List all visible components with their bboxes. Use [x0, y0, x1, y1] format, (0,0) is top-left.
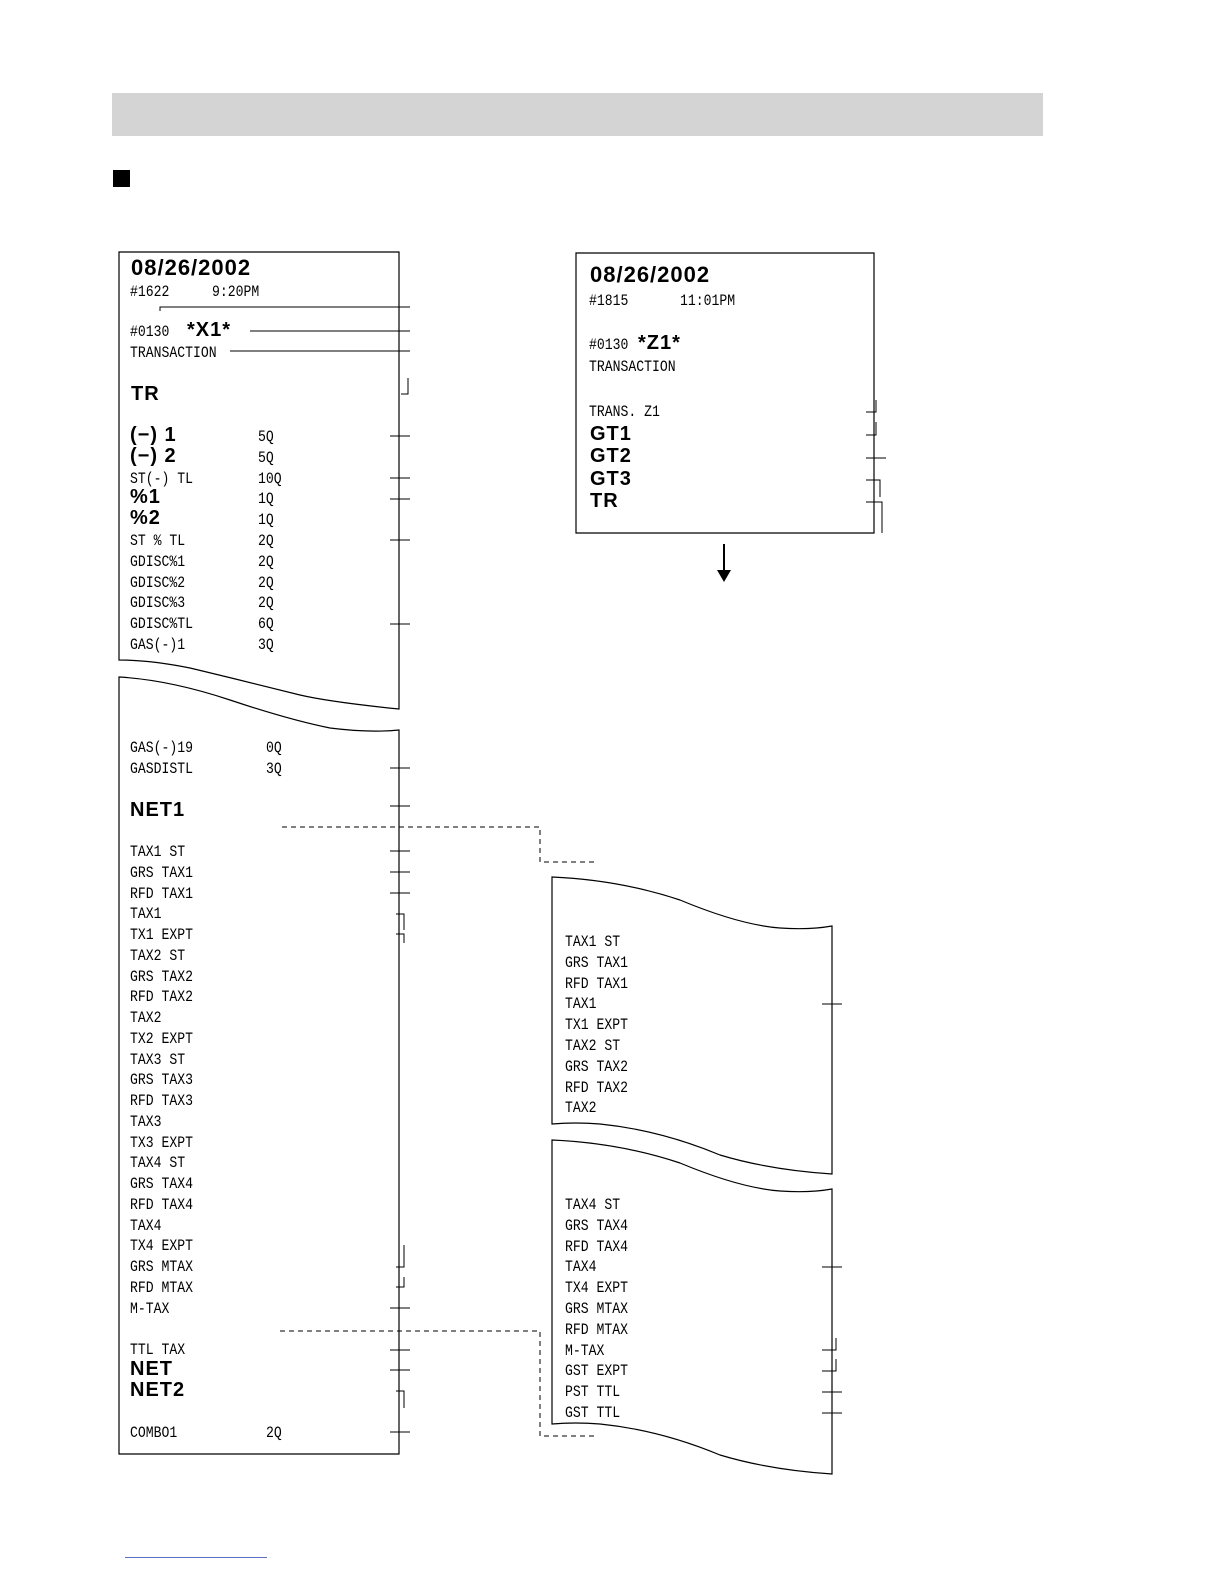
- z-tax-a-row-label: RFD TAX1: [565, 975, 628, 993]
- x-date: 08/26/2002: [131, 255, 252, 280]
- x-tax-row-label: GRS TAX3: [130, 1071, 193, 1089]
- x-tax-row-label: TAX4: [130, 1217, 162, 1235]
- x-row-label: GDISC%3: [130, 594, 186, 612]
- x-row-label: GDISC%1: [130, 553, 186, 571]
- x-row-qty: 3Q: [258, 636, 274, 654]
- z-tax-a-row-label: TAX1: [565, 995, 597, 1013]
- x-tax-row-label: GRS MTAX: [130, 1258, 193, 1276]
- x-row-label: (−) 2: [130, 445, 177, 467]
- x-tax-row-label: GRS TAX4: [130, 1175, 193, 1193]
- x-tax-row-label: TAX3 ST: [130, 1051, 186, 1069]
- x-combo-label: COMBO1: [130, 1424, 178, 1442]
- x-combo-qty: 2Q: [266, 1424, 282, 1442]
- z-tax-a-row-label: TX1 EXPT: [565, 1016, 628, 1034]
- z-trans-label: TRANS. Z1: [589, 403, 660, 421]
- x-time: 9:20PM: [212, 283, 260, 301]
- x-row-label: GDISC%TL: [130, 615, 193, 633]
- x-row-qty: 2Q: [258, 532, 274, 550]
- x-row-qty: 10Q: [258, 470, 282, 488]
- x-title-number: #0130: [130, 323, 170, 341]
- x-row-qty: 3Q: [266, 760, 282, 778]
- z-tax-b-row-label: TAX4 ST: [565, 1196, 621, 1214]
- x-tax-row-label: RFD MTAX: [130, 1279, 193, 1297]
- x-tax-row-label: RFD TAX2: [130, 988, 193, 1006]
- down-arrow-icon: [717, 544, 731, 582]
- z-gt-row-label: TR: [590, 490, 619, 512]
- x-row-qty: 1Q: [258, 490, 274, 508]
- x-leader-lines: [160, 307, 410, 1432]
- z-date: 08/26/2002: [590, 262, 711, 287]
- x-tax-row-label: TAX4 ST: [130, 1154, 186, 1172]
- x-row-label: GASDISTL: [130, 760, 193, 778]
- x-row-qty: 2Q: [258, 594, 274, 612]
- x-row-qty: 5Q: [258, 428, 274, 446]
- x-row-label: GAS(-)1: [130, 636, 186, 654]
- x-row-label: %1: [130, 486, 161, 508]
- x-row-qty: 0Q: [266, 739, 282, 757]
- z-tax-b-row-label: GRS TAX4: [565, 1217, 628, 1235]
- z-title-type: TRANSACTION: [589, 358, 676, 376]
- x-tax-row-label: TAX1 ST: [130, 843, 186, 861]
- dashed-connectors: [280, 827, 598, 1436]
- z-tax-b-row-label: TX4 EXPT: [565, 1279, 628, 1297]
- x-consec: #1622: [130, 283, 170, 301]
- z-gt-row-label: GT1: [590, 423, 632, 445]
- z-tax-b-row-label: GRS MTAX: [565, 1300, 628, 1318]
- z-tax-b-row-label: RFD MTAX: [565, 1321, 628, 1339]
- x-tax-row-label: GRS TAX2: [130, 968, 193, 986]
- x-row-qty: 1Q: [258, 511, 274, 529]
- x-row-qty: 2Q: [258, 574, 274, 592]
- x-row-label: ST % TL: [130, 532, 186, 550]
- z-tax-a-row-label: TAX2 ST: [565, 1037, 621, 1055]
- x-tax-row-label: TX1 EXPT: [130, 926, 193, 944]
- z-tax-a-row-label: GRS TAX2: [565, 1058, 628, 1076]
- z-gt-row-label: GT3: [590, 468, 632, 490]
- x-row-label: (−) 1: [130, 424, 177, 446]
- x-row-label: ST(-) TL: [130, 470, 193, 488]
- z-tax-b-row-label: RFD TAX4: [565, 1238, 628, 1256]
- x-total-row-label: NET: [130, 1358, 173, 1380]
- x-tr-label: TR: [131, 383, 160, 405]
- z-tax-a-row-label: TAX2: [565, 1099, 597, 1117]
- x-tax-row-label: TAX2: [130, 1009, 162, 1027]
- z-tax-a-row-label: TAX1 ST: [565, 933, 621, 951]
- z-tax-a-row-label: GRS TAX1: [565, 954, 628, 972]
- z-time: 11:01PM: [680, 292, 736, 310]
- x-row-qty: 2Q: [258, 553, 274, 571]
- x-tax-row-label: TAX1: [130, 905, 162, 923]
- x-row-qty: 5Q: [258, 449, 274, 467]
- x-net1-label: NET1: [130, 799, 186, 821]
- z-tax-b-row-label: PST TTL: [565, 1383, 621, 1401]
- z-tax-b-row-label: TAX4: [565, 1258, 597, 1276]
- x-tax-row-label: TX2 EXPT: [130, 1030, 193, 1048]
- x-tax-row-label: TX3 EXPT: [130, 1134, 193, 1152]
- x-tax-row-label: M-TAX: [130, 1300, 170, 1318]
- x-tax-row-label: TAX3: [130, 1113, 162, 1131]
- x-tax-row-label: RFD TAX3: [130, 1092, 193, 1110]
- x-tax-row-label: TX4 EXPT: [130, 1237, 193, 1255]
- x-row-label: GAS(-)19: [130, 739, 193, 757]
- z-tax-b-row-label: GST EXPT: [565, 1362, 628, 1380]
- x-tax-row-label: RFD TAX1: [130, 885, 193, 903]
- x-row-label: GDISC%2: [130, 574, 186, 592]
- z-tax-b-row-label: M-TAX: [565, 1342, 605, 1360]
- x-row-qty: 6Q: [258, 615, 274, 633]
- z-gt-row-label: GT2: [590, 445, 632, 467]
- z-title-number: #0130: [589, 336, 629, 354]
- footer-rule: [125, 1557, 267, 1558]
- z-title-mode: *Z1*: [638, 332, 681, 354]
- x-tax-row-label: RFD TAX4: [130, 1196, 193, 1214]
- x-total-row-label: NET2: [130, 1379, 186, 1401]
- x-tax-row-label: GRS TAX1: [130, 864, 193, 882]
- x-title-type: TRANSACTION: [130, 344, 217, 362]
- x-row-label: %2: [130, 507, 161, 529]
- x-total-row-label: TTL TAX: [130, 1341, 186, 1359]
- z-tax-a-row-label: RFD TAX2: [565, 1079, 628, 1097]
- x-title-mode: *X1*: [187, 319, 232, 341]
- z-consec: #1815: [589, 292, 629, 310]
- x-tax-row-label: TAX2 ST: [130, 947, 186, 965]
- z-tax-b-row-label: GST TTL: [565, 1404, 621, 1422]
